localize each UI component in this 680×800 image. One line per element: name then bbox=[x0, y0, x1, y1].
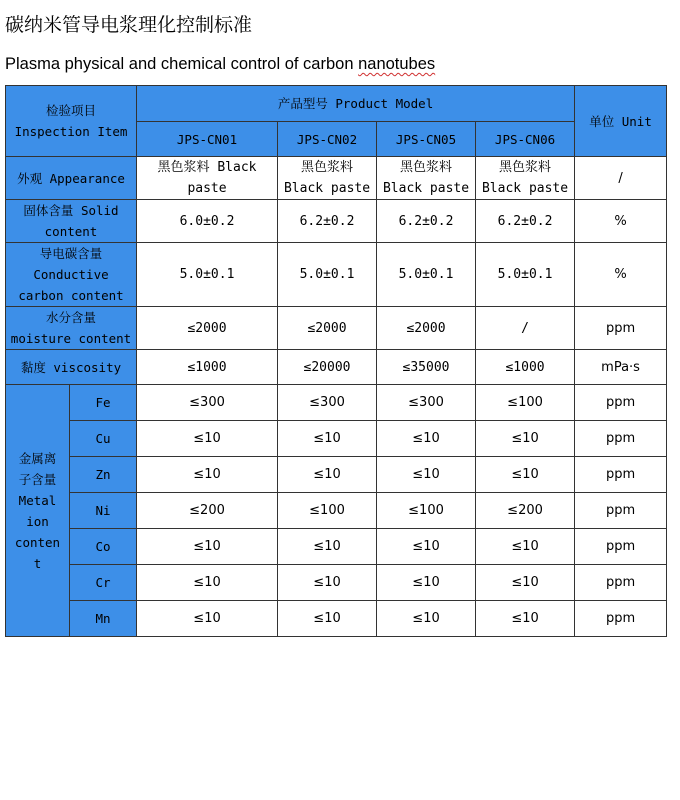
value-cell-line: / bbox=[521, 320, 529, 336]
metal-element-label: Co bbox=[70, 529, 137, 565]
unit-cell: ppm bbox=[575, 385, 667, 421]
metal-element-label: Fe bbox=[70, 385, 137, 421]
header-product-model: 产品型号 Product Model bbox=[137, 86, 575, 122]
value-cell-line: 黑色浆料 bbox=[400, 160, 453, 175]
table-row bbox=[6, 601, 667, 637]
value-cell bbox=[137, 307, 278, 350]
header-row-1 bbox=[6, 86, 667, 122]
value-cell bbox=[377, 243, 476, 307]
unit-cell: ppm bbox=[575, 457, 667, 493]
value-cell-line: 6.2±0.2 bbox=[497, 213, 553, 229]
value-cell: ≤10 bbox=[476, 421, 575, 457]
value-cell: ≤300 bbox=[278, 385, 377, 421]
value-cell bbox=[278, 200, 377, 243]
value-cell bbox=[377, 157, 476, 200]
row-label bbox=[6, 243, 137, 307]
value-cell: ≤10 bbox=[377, 601, 476, 637]
unit-cell: / bbox=[575, 157, 667, 200]
value-cell: ≤100 bbox=[278, 493, 377, 529]
table-row bbox=[6, 385, 667, 421]
value-cell: ≤300 bbox=[137, 385, 278, 421]
table-row bbox=[6, 200, 667, 243]
row-label-line: carbon content bbox=[18, 288, 124, 303]
value-cell-line: Black paste bbox=[481, 181, 569, 196]
unit-cell: % bbox=[575, 243, 667, 307]
title-english-text: Plasma physical and chemical control of carbon bbox=[5, 55, 359, 73]
unit-cell: ppm bbox=[575, 601, 667, 637]
metal-ion-group-label-line: 子含量 bbox=[18, 471, 57, 487]
value-cell: ≤10 bbox=[137, 529, 278, 565]
table-row bbox=[6, 421, 667, 457]
row-label-line: 水分含量 bbox=[46, 310, 97, 325]
header-inspection-item bbox=[6, 86, 137, 157]
table-row bbox=[6, 157, 667, 200]
spellcheck-flagged-word: nanotubes bbox=[358, 55, 436, 73]
value-cell: ≤10 bbox=[278, 457, 377, 493]
value-cell: ≤10 bbox=[278, 421, 377, 457]
row-label-line: 黏度 viscosity bbox=[20, 359, 122, 375]
value-cell-line: 5.0±0.1 bbox=[398, 267, 454, 282]
metal-element-label: Zn bbox=[70, 457, 137, 493]
metal-element-label: Cu bbox=[70, 421, 137, 457]
value-cell: ≤200 bbox=[476, 493, 575, 529]
value-cell bbox=[137, 157, 278, 200]
value-cell bbox=[476, 157, 575, 200]
header-model-1: JPS-CN01 bbox=[137, 122, 278, 157]
value-cell bbox=[278, 307, 377, 350]
value-cell-line: Black paste bbox=[382, 181, 470, 196]
metal-ion-group-label-line: conten bbox=[14, 534, 61, 550]
value-cell-line: 5.0±0.1 bbox=[299, 267, 355, 282]
value-cell: ≤100 bbox=[476, 385, 575, 421]
value-cell bbox=[476, 350, 575, 385]
row-label-line: 固体含量 Solid bbox=[23, 203, 119, 218]
metal-element-label: Mn bbox=[70, 601, 137, 637]
value-cell-line: 6.0±0.2 bbox=[179, 213, 235, 229]
table-row bbox=[6, 243, 667, 307]
metal-element-label: Ni bbox=[70, 493, 137, 529]
value-cell bbox=[476, 243, 575, 307]
table-row bbox=[6, 565, 667, 601]
value-cell: ≤200 bbox=[137, 493, 278, 529]
value-cell bbox=[278, 157, 377, 200]
value-cell-line: 5.0±0.1 bbox=[497, 267, 553, 282]
row-label bbox=[6, 157, 137, 200]
value-cell: ≤10 bbox=[476, 457, 575, 493]
value-cell: ≤10 bbox=[377, 529, 476, 565]
value-cell: ≤10 bbox=[137, 421, 278, 457]
value-cell-line: ≤20000 bbox=[303, 359, 351, 375]
unit-cell: ppm bbox=[575, 493, 667, 529]
row-label-line: 导电碳含量 bbox=[39, 246, 103, 261]
table-row bbox=[6, 350, 667, 385]
metal-ion-group-label-line: ion bbox=[26, 513, 49, 529]
value-cell: ≤10 bbox=[377, 421, 476, 457]
value-cell bbox=[137, 200, 278, 243]
value-cell: ≤10 bbox=[377, 565, 476, 601]
value-cell-line: Black paste bbox=[283, 181, 371, 196]
metal-ion-group-label-line: Metal bbox=[18, 492, 57, 508]
value-cell-line: paste bbox=[187, 181, 227, 196]
header-inspection-en: Inspection Item bbox=[14, 124, 128, 139]
header-model-4: JPS-CN06 bbox=[476, 122, 575, 157]
value-cell bbox=[137, 243, 278, 307]
value-cell-line: 6.2±0.2 bbox=[299, 213, 355, 229]
value-cell: ≤10 bbox=[137, 565, 278, 601]
value-cell-line: 黑色浆料 Black bbox=[157, 160, 257, 175]
table-row bbox=[6, 493, 667, 529]
table-body bbox=[6, 157, 667, 637]
unit-cell: ppm bbox=[575, 421, 667, 457]
value-cell-line: ≤2000 bbox=[406, 320, 446, 336]
table-row bbox=[6, 529, 667, 565]
value-cell-line: ≤2000 bbox=[187, 320, 227, 336]
metal-ion-group-label-line: 金属离 bbox=[18, 450, 57, 466]
value-cell-line: ≤1000 bbox=[505, 359, 545, 375]
unit-cell: ppm bbox=[575, 529, 667, 565]
value-cell: ≤10 bbox=[476, 529, 575, 565]
table-row bbox=[6, 307, 667, 350]
document-title-chinese: 碳纳米管导电浆理化控制标准 bbox=[5, 14, 253, 36]
row-label bbox=[6, 350, 137, 385]
value-cell: ≤10 bbox=[476, 565, 575, 601]
table-row bbox=[6, 457, 667, 493]
metal-ion-group-label bbox=[6, 385, 70, 637]
row-label-line: moisture content bbox=[10, 331, 132, 346]
unit-cell: ppm bbox=[575, 565, 667, 601]
header-model-2: JPS-CN02 bbox=[278, 122, 377, 157]
value-cell bbox=[377, 350, 476, 385]
value-cell bbox=[476, 307, 575, 350]
value-cell bbox=[278, 243, 377, 307]
row-label bbox=[6, 200, 137, 243]
value-cell bbox=[137, 350, 278, 385]
unit-cell: % bbox=[575, 200, 667, 243]
value-cell: ≤10 bbox=[278, 565, 377, 601]
metal-ion-group-label-line: t bbox=[33, 555, 42, 571]
header-unit: 单位 Unit bbox=[575, 86, 667, 157]
value-cell: ≤10 bbox=[137, 601, 278, 637]
row-label bbox=[6, 307, 137, 350]
value-cell-line: 5.0±0.1 bbox=[179, 267, 235, 282]
row-label-line: content bbox=[44, 224, 98, 239]
value-cell: ≤10 bbox=[278, 529, 377, 565]
metal-element-label: Cr bbox=[70, 565, 137, 601]
value-cell-line: 6.2±0.2 bbox=[398, 213, 454, 229]
value-cell: ≤100 bbox=[377, 493, 476, 529]
value-cell: ≤300 bbox=[377, 385, 476, 421]
value-cell: ≤10 bbox=[278, 601, 377, 637]
value-cell bbox=[377, 200, 476, 243]
value-cell-line: 黑色浆料 bbox=[301, 160, 354, 175]
unit-cell: mPa·s bbox=[575, 350, 667, 385]
header-inspection-cn: 检验项目 bbox=[46, 103, 97, 118]
control-standard-table bbox=[5, 85, 667, 637]
value-cell bbox=[278, 350, 377, 385]
row-label-line: Conductive bbox=[33, 267, 109, 282]
value-cell: ≤10 bbox=[377, 457, 476, 493]
header-model-3: JPS-CN05 bbox=[377, 122, 476, 157]
value-cell: ≤10 bbox=[476, 601, 575, 637]
value-cell bbox=[377, 307, 476, 350]
value-cell: ≤10 bbox=[137, 457, 278, 493]
row-label-line: 外观 Appearance bbox=[17, 170, 125, 186]
unit-cell: ppm bbox=[575, 307, 667, 350]
value-cell-line: ≤35000 bbox=[402, 359, 450, 375]
value-cell bbox=[476, 200, 575, 243]
value-cell-line: 黑色浆料 bbox=[499, 160, 552, 175]
document-title-english bbox=[5, 55, 435, 74]
value-cell-line: ≤2000 bbox=[307, 320, 347, 336]
value-cell-line: ≤1000 bbox=[187, 359, 227, 375]
